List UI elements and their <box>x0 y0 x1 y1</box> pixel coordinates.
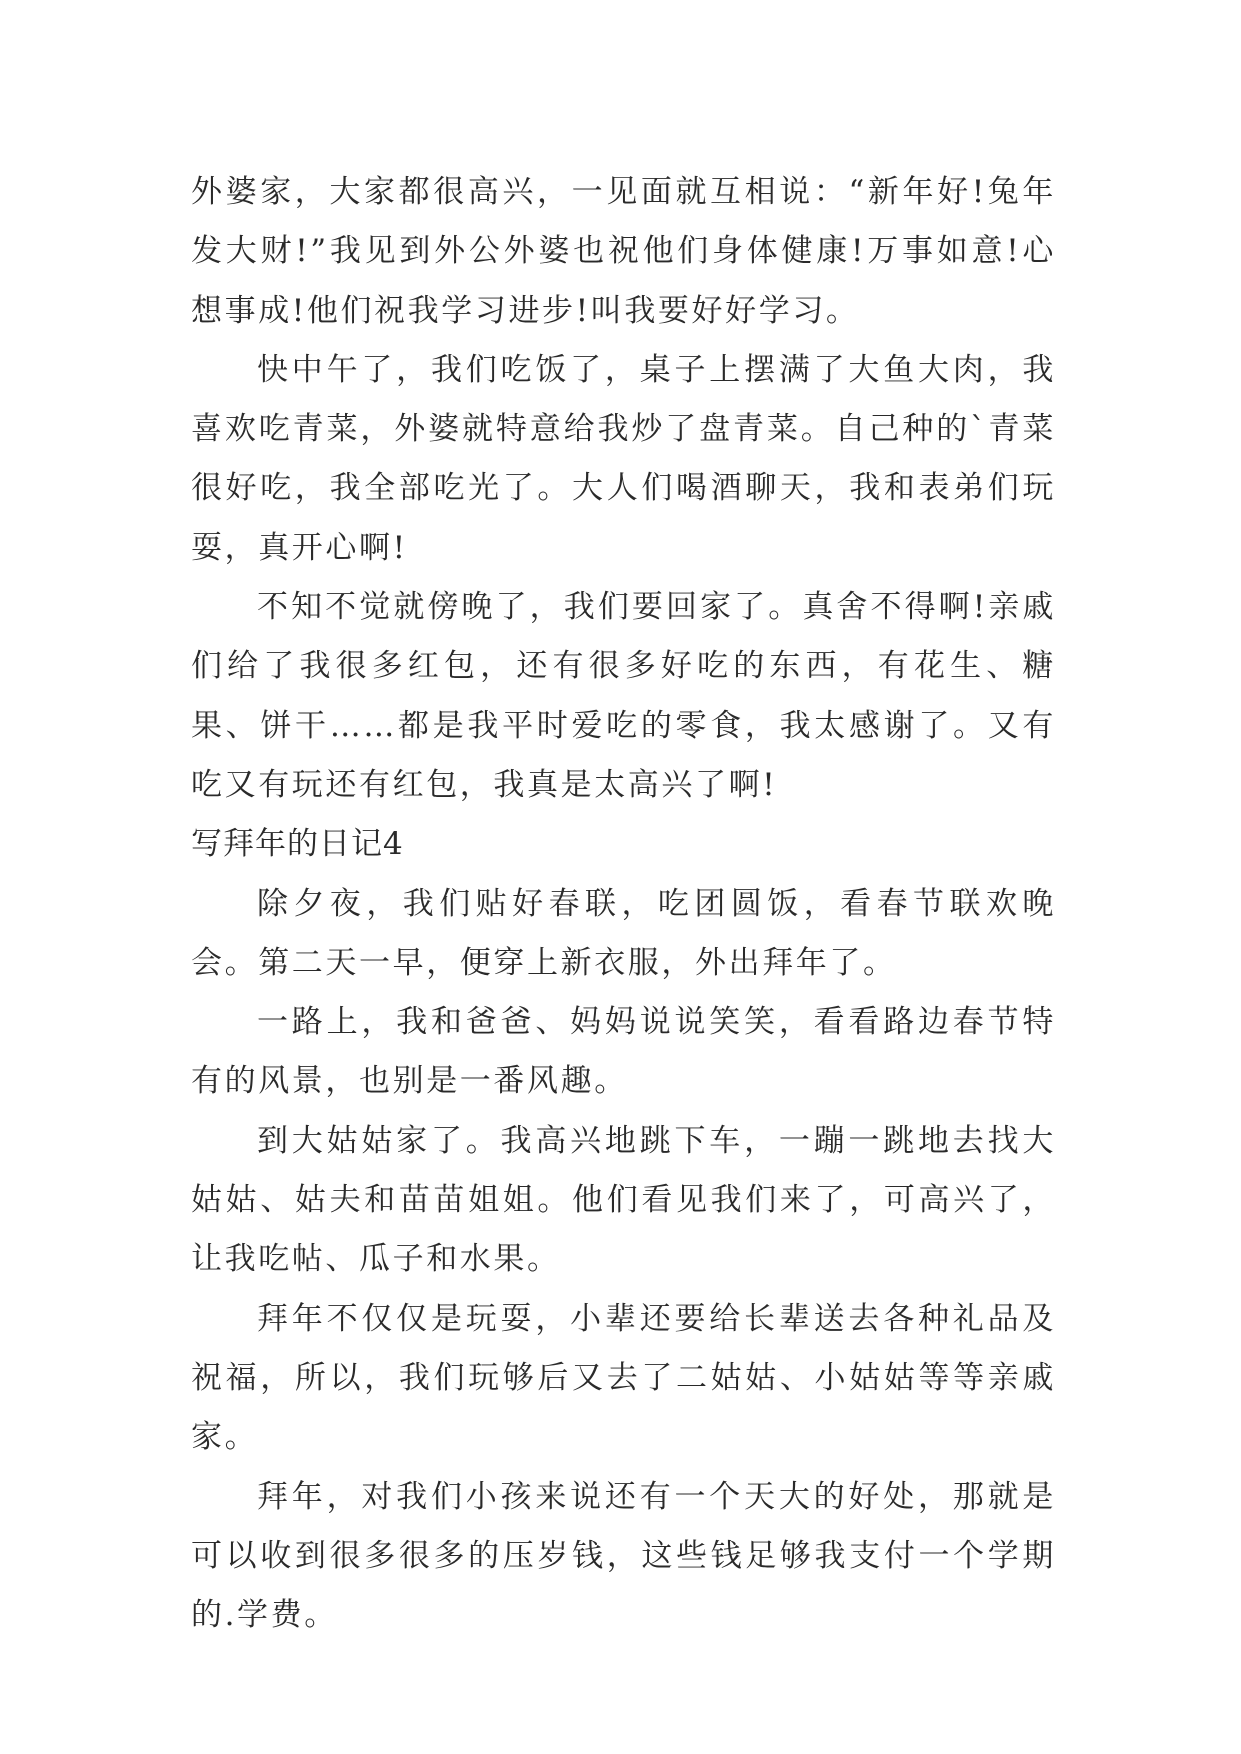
section-title: 写拜年的日记4 <box>191 826 404 863</box>
paragraph: 拜年不仅仅是玩耍，小辈还要给长辈送去各种礼品及祝福，所以，我们玩够后又去了二姑姑、小姑姑等等亲戚家。 <box>191 1300 1056 1456</box>
paragraph: 快中午了，我们吃饭了，桌子上摆满了大鱼大肉，我喜欢吃青菜，外婆就特意给我炒了盘青菜。自己种的`青菜很好吃，我全部吃光了。大人们喝酒聊天，我和表弟们玩耍，真开心啊! <box>191 351 1056 566</box>
paragraph: 外婆家，大家都很高兴，一见面就互相说：“新年好!兔年发大财!”我见到外公外婆也祝他们身体健康!万事如意!心想事成!他们祝我学习进步!叫我要好好学习。 <box>191 174 1056 329</box>
document-body <box>191 163 1056 1645</box>
paragraph: 拜年，对我们小孩来说还有一个天大的好处，那就是可以收到很多很多的压岁钱，这些钱足够我支付一个学期的.学费。 <box>191 1478 1056 1634</box>
paragraph: 一路上，我和爸爸、妈妈说说笑笑，看看路边春节特有的风景，也别是一番风趣。 <box>191 1004 1056 1100</box>
paragraph: 不知不觉就傍晚了，我们要回家了。真舍不得啊!亲戚们给了我很多红包，还有很多好吃的东西，有花生、糖果、饼干……都是我平时爱吃的零食，我太感谢了。又有吃又有玩还有红包，我真是太高兴了啊! <box>191 589 1056 803</box>
paragraph: 到大姑姑家了。我高兴地跳下车，一蹦一跳地去找大姑姑、姑夫和苗苗姐姐。他们看见我们来了，可高兴了，让我吃帖、瓜子和水果。 <box>191 1122 1056 1278</box>
paragraph: 除夕夜，我们贴好春联，吃团圆饭，看春节联欢晚会。第二天一早，便穿上新衣服，外出拜年了。 <box>191 885 1056 981</box>
